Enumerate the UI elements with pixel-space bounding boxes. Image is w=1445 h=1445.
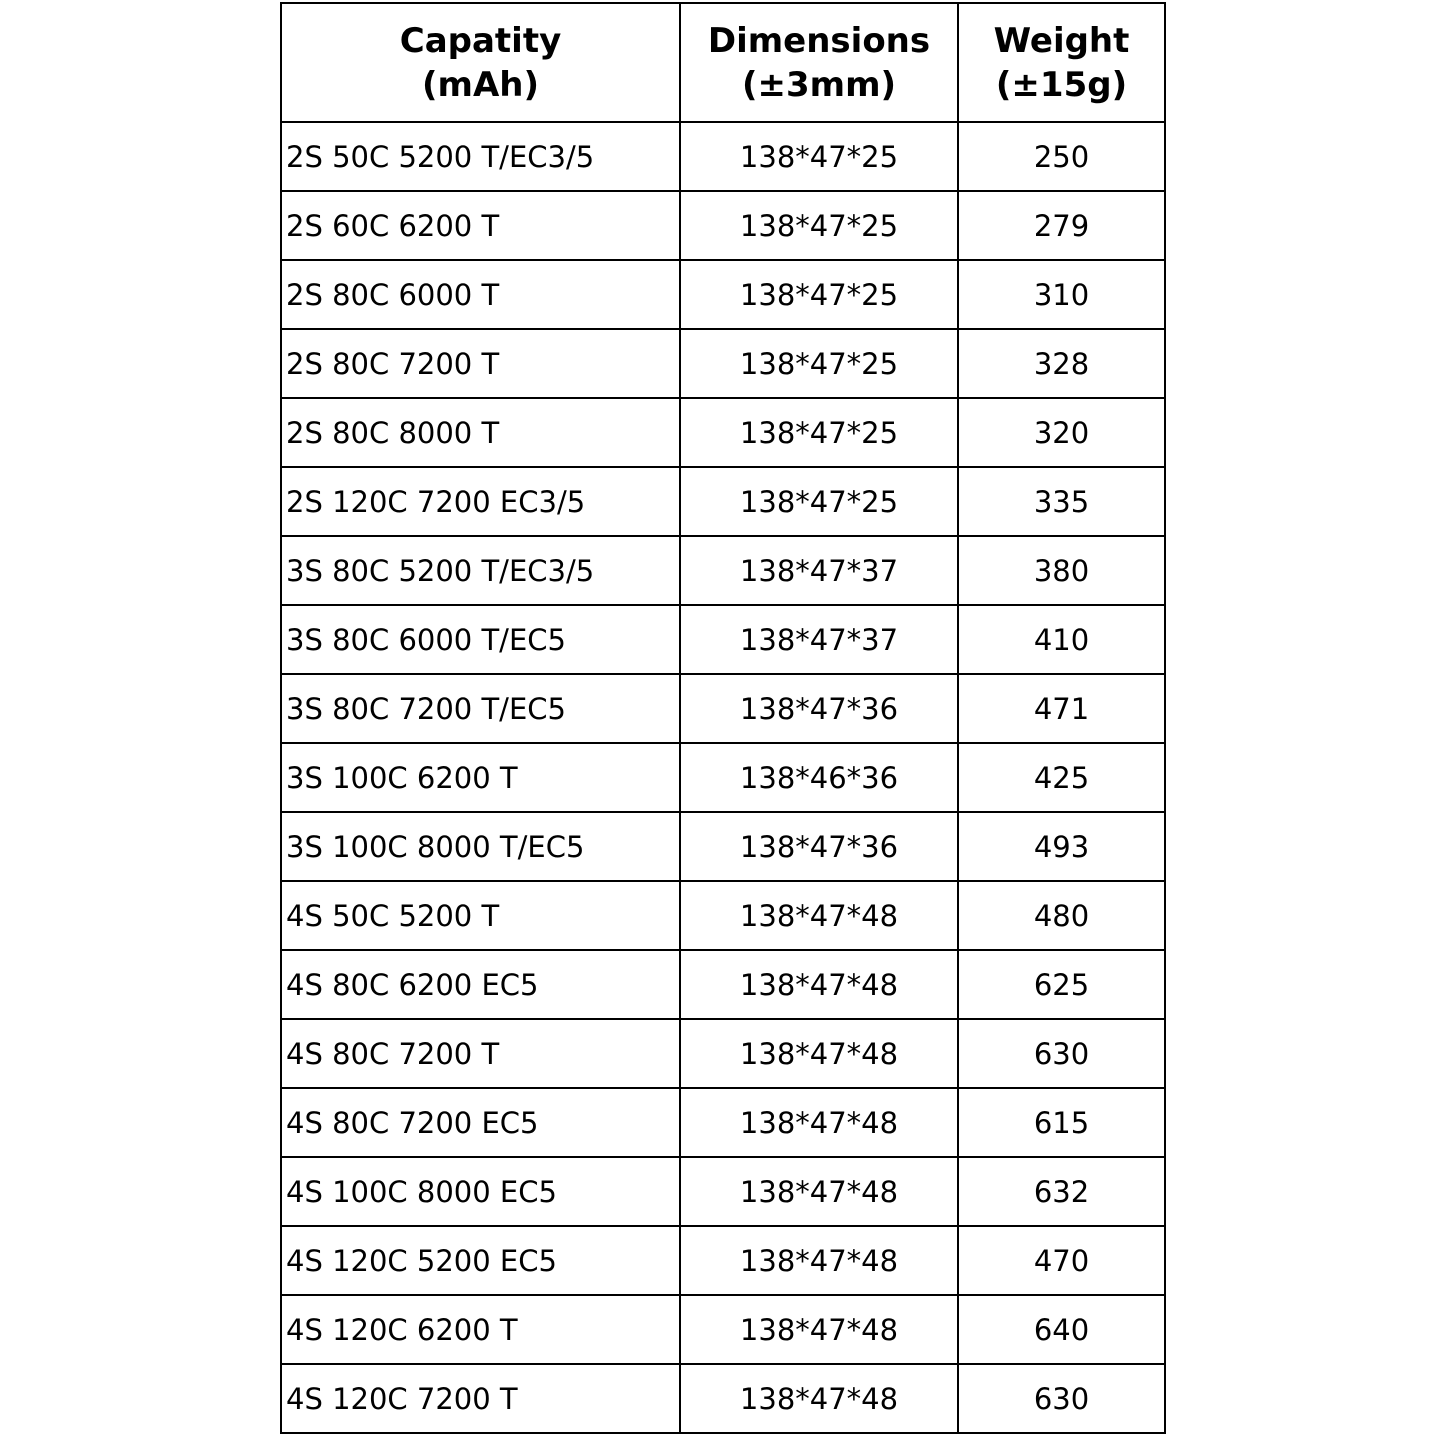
cell-model: 2S 120C 7200 EC3/5 <box>281 467 680 536</box>
cell-dimensions: 138*47*48 <box>680 1157 958 1226</box>
header-row <box>281 3 1165 122</box>
table-body <box>281 122 1165 1433</box>
cell-model: 3S 80C 7200 T/EC5 <box>281 674 680 743</box>
cell-dimensions: 138*47*36 <box>680 674 958 743</box>
cell-weight: 640 <box>958 1295 1165 1364</box>
table-row <box>281 1226 1165 1295</box>
header-weight-line1: Weight <box>993 20 1130 61</box>
cell-model: 3S 100C 8000 T/EC5 <box>281 812 680 881</box>
cell-dimensions: 138*47*25 <box>680 467 958 536</box>
cell-weight: 310 <box>958 260 1165 329</box>
header-capacity-line2: (mAh) <box>421 64 540 105</box>
cell-weight: 250 <box>958 122 1165 191</box>
header-dimensions <box>680 3 958 122</box>
cell-dimensions: 138*47*37 <box>680 605 958 674</box>
cell-weight: 380 <box>958 536 1165 605</box>
table-row <box>281 605 1165 674</box>
cell-dimensions: 138*47*25 <box>680 191 958 260</box>
header-weight <box>958 3 1165 122</box>
cell-model: 2S 80C 7200 T <box>281 329 680 398</box>
cell-weight: 320 <box>958 398 1165 467</box>
header-weight-line2: (±15g) <box>995 64 1128 105</box>
cell-weight: 630 <box>958 1364 1165 1433</box>
battery-spec-table <box>280 2 1166 1434</box>
table-row <box>281 260 1165 329</box>
header-capacity <box>281 3 680 122</box>
cell-dimensions: 138*47*48 <box>680 1295 958 1364</box>
table-row <box>281 329 1165 398</box>
cell-dimensions: 138*47*48 <box>680 950 958 1019</box>
table-header <box>281 3 1165 122</box>
table-row <box>281 398 1165 467</box>
cell-weight: 615 <box>958 1088 1165 1157</box>
table-row <box>281 674 1165 743</box>
cell-dimensions: 138*47*37 <box>680 536 958 605</box>
cell-model: 4S 120C 6200 T <box>281 1295 680 1364</box>
cell-model: 3S 100C 6200 T <box>281 743 680 812</box>
cell-dimensions: 138*47*25 <box>680 329 958 398</box>
cell-model: 3S 80C 5200 T/EC3/5 <box>281 536 680 605</box>
cell-dimensions: 138*47*25 <box>680 122 958 191</box>
cell-weight: 425 <box>958 743 1165 812</box>
table-row <box>281 536 1165 605</box>
table-row <box>281 1088 1165 1157</box>
cell-dimensions: 138*47*48 <box>680 1088 958 1157</box>
cell-weight: 630 <box>958 1019 1165 1088</box>
table-row <box>281 1364 1165 1433</box>
cell-weight: 328 <box>958 329 1165 398</box>
header-capacity-line1: Capatity <box>399 20 562 61</box>
table-row <box>281 122 1165 191</box>
table-row <box>281 467 1165 536</box>
table-row <box>281 1019 1165 1088</box>
table-row <box>281 743 1165 812</box>
header-dimensions-line2: (±3mm) <box>741 64 897 105</box>
cell-model: 2S 50C 5200 T/EC3/5 <box>281 122 680 191</box>
cell-dimensions: 138*47*48 <box>680 1019 958 1088</box>
cell-model: 4S 80C 7200 T <box>281 1019 680 1088</box>
table-row <box>281 191 1165 260</box>
cell-dimensions: 138*46*36 <box>680 743 958 812</box>
cell-weight: 480 <box>958 881 1165 950</box>
cell-dimensions: 138*47*48 <box>680 1226 958 1295</box>
cell-dimensions: 138*47*48 <box>680 1364 958 1433</box>
cell-dimensions: 138*47*48 <box>680 881 958 950</box>
cell-weight: 625 <box>958 950 1165 1019</box>
cell-model: 4S 80C 6200 EC5 <box>281 950 680 1019</box>
cell-model: 4S 120C 5200 EC5 <box>281 1226 680 1295</box>
cell-weight: 493 <box>958 812 1165 881</box>
cell-model: 4S 50C 5200 T <box>281 881 680 950</box>
table-row <box>281 950 1165 1019</box>
cell-dimensions: 138*47*25 <box>680 398 958 467</box>
table-row <box>281 1295 1165 1364</box>
cell-model: 4S 120C 7200 T <box>281 1364 680 1433</box>
header-dimensions-line1: Dimensions <box>707 20 931 61</box>
cell-model: 2S 80C 8000 T <box>281 398 680 467</box>
cell-weight: 410 <box>958 605 1165 674</box>
cell-weight: 471 <box>958 674 1165 743</box>
cell-weight: 470 <box>958 1226 1165 1295</box>
cell-model: 2S 60C 6200 T <box>281 191 680 260</box>
cell-weight: 335 <box>958 467 1165 536</box>
cell-model: 2S 80C 6000 T <box>281 260 680 329</box>
cell-dimensions: 138*47*25 <box>680 260 958 329</box>
cell-weight: 632 <box>958 1157 1165 1226</box>
table-row <box>281 812 1165 881</box>
cell-model: 3S 80C 6000 T/EC5 <box>281 605 680 674</box>
table-row <box>281 1157 1165 1226</box>
cell-weight: 279 <box>958 191 1165 260</box>
table-row <box>281 881 1165 950</box>
cell-model: 4S 80C 7200 EC5 <box>281 1088 680 1157</box>
cell-dimensions: 138*47*36 <box>680 812 958 881</box>
cell-model: 4S 100C 8000 EC5 <box>281 1157 680 1226</box>
